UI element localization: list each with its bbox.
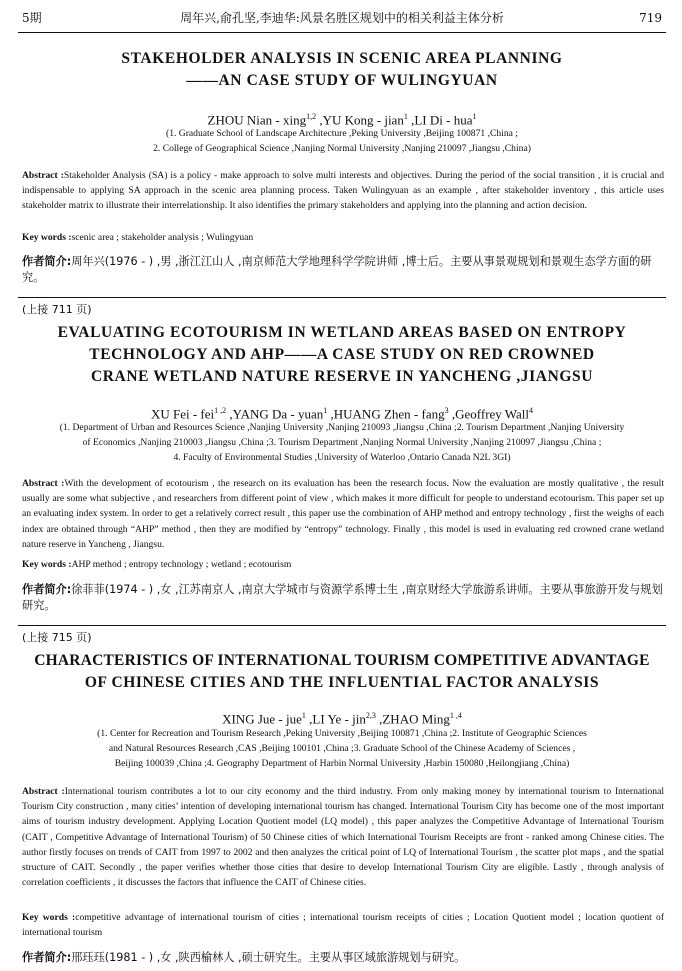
keywords-label: Key words :: [22, 559, 72, 570]
article3-affiliations: [18, 726, 666, 771]
article2-author-bio: [22, 582, 664, 614]
article2-authors: XU Fei - fei$^{1 ,2}$ ,YANG Da - yuan$^1$ ,HUANG Zhen - fang$^3$ ,Geoffrey Wall$^4$: [150, 406, 534, 422]
author-name: ZHAO Ming: [382, 711, 450, 727]
article1-keywords: [22, 230, 664, 245]
affiliation-line: of Economics ,Nanjing 210003 ,Jiangsu ,China ;3. Tourism Department ,Nanjing Normal University ,Nanjing 210097 ,Jiangsu ,China ;: [82, 437, 602, 448]
bio-label: 作者简介:: [22, 583, 72, 596]
keywords-text: competitive advantage of international tourism of cities ; international tourism receipts of cities ; Location Quotient model ; location quotient of international tourism: [22, 912, 665, 939]
author-sup: 4: [529, 406, 534, 415]
article3-title-line1: CHARACTERISTICS OF INTERNATIONAL TOURISM COMPETITIVE ADVANTAGE: [34, 652, 650, 669]
affiliation-line: 2. College of Geographical Science ,Nanjing Normal University ,Nanjing 210097 ,Jiangsu ,China): [153, 143, 531, 154]
author-sup: 1: [301, 711, 306, 720]
article2-title-line3: CRANE WETLAND NATURE RESERVE IN YANCHENG ,JIANGSU: [90, 368, 594, 385]
author-name: XU Fei - fei: [150, 406, 215, 422]
article1-affiliations: [18, 126, 666, 156]
article3-title: [8, 650, 676, 694]
author-sup: 3: [444, 406, 449, 415]
author-sup: 1 ,2: [214, 406, 227, 415]
author-name: LI Ye - jin: [312, 711, 366, 727]
bio-label: 作者简介:: [22, 255, 72, 268]
article3-authors: XING Jue - jue$^1$ ,LI Ye - jin$^{2,3}$ ,ZHAO Ming$^{1 ,4}$: [222, 711, 462, 727]
abstract-text: International tourism contributes a lot to our city economy and the third industry. From only making money by international tourism to International Tourism City construction , many cities’ intention of developing international tourism has changed. International Tourism City has become one of the most important aims of tourism industry development. Applying Location Quotient model (LQ model) , this paper analyzes the Competitive Advantage of International Tourism (CAIT , Competitive Advantage of International Tourism) of 50 Chinese cities of which International Tourism Receipts are front - ranked among Chinese cities. The author firstly focuses on trends of CAIT from 1997 to 2002 and then analyzes the critical point of LQ of International Tourism , the scatter plot maps , and the spatial structure of CAIT. Secondly , the paper verifies whether those cities that desire to develop International Tourism City are eligible. Lastly , through analysis of correlation coefficients , it discusses the factors that influence the CAIT of Chinese cities.: [22, 786, 664, 889]
article1-title-line1: STAKEHOLDER ANALYSIS IN SCENIC AREA PLANNING: [121, 50, 563, 67]
bio-text: 邢珏珏(1981 - ) ,女 ,陕西榆林人 ,硕士研究生。主要从事区域旅游规划与研究。: [71, 951, 466, 964]
author-sup: 1,2: [306, 112, 317, 121]
article2-title-line1: EVALUATING ECOTOURISM IN WETLAND AREAS BASED ON ENTROPY: [57, 324, 627, 341]
keywords-label: Key words :: [22, 232, 72, 243]
article2-keywords: [22, 557, 664, 572]
page-number: 719: [639, 11, 662, 25]
article1-title: [18, 48, 666, 92]
author-sup: 1 ,4: [449, 711, 462, 720]
author-sup: 1: [472, 112, 477, 121]
article2-title-line2: TECHNOLOGY AND AHP——A CASE STUDY ON RED CROWNED: [89, 346, 595, 363]
abstract-label: Abstract :: [22, 478, 65, 489]
article2-affiliations: [18, 420, 666, 465]
article2-continued-note: (上接 711 页): [22, 303, 92, 316]
article1-author-bio: [22, 254, 664, 286]
abstract-text: Stakeholder Analysis (SA) is a policy - make approach to solve multi interests and objectives. During the period of the social transition , it is crucial and indispensable to applying SA approach in the scenic area planning process. Taken Wulingyuan as an example , after stakeholder inventory , this article uses stakeholder matrix to illustrate their interrelationship. It also identifies the primary stakeholders and applying into the planning and action decision.: [22, 170, 664, 212]
author-name: LI Di - hua: [414, 112, 473, 128]
bio-text: 徐菲菲(1974 - ) ,女 ,江苏南京人 ,南京大学城市与资源学系博士生 ,南京财经大学旅游系讲师。主要从事旅游开发与规划研究。: [22, 583, 663, 612]
bio-label: 作者简介:: [22, 951, 72, 964]
article3-continued-note: (上接 715 页): [22, 631, 92, 644]
article3-keywords: [22, 910, 664, 940]
running-header: [22, 8, 662, 28]
bio-text: 周年兴(1976 - ) ,男 ,浙江江山人 ,南京师范大学地理科学学院讲师 ,博士后。主要从事景观规划和景观生态学方面的研究。: [22, 255, 652, 284]
affiliation-line: Beijing 100039 ,China ;4. Geography Department of Harbin Normal University ,Harbin 150080 ,Heilongjiang ,China): [114, 758, 570, 769]
article1-authors: ZHOU Nian - xing$^{1,2}$ ,YU Kong - jian$^1$ ,LI Di - hua$^1$: [207, 112, 477, 128]
article3-abstract: [22, 784, 664, 890]
article1-title-line2: ——AN CASE STUDY OF WULINGYUAN: [186, 72, 498, 89]
author-sup: 1: [323, 406, 328, 415]
author-name: Geoffrey Wall: [455, 406, 530, 422]
header-rule: [18, 32, 666, 33]
keywords-text: AHP method ; entropy technology ; wetland ; ecotourism: [71, 559, 292, 570]
affiliation-line: (1. Center for Recreation and Tourism Research ,Peking University ,Beijing 100871 ,China ;2. Institute of Geographic Sciences: [97, 728, 587, 739]
section-divider: [18, 625, 666, 626]
article3-title-line2: OF CHINESE CITIES AND THE INFLUENTIAL FACTOR ANALYSIS: [84, 674, 600, 691]
author-sup: 1: [403, 112, 408, 121]
affiliation-line: and Natural Resources Research ,CAS ,Beijing 100101 ,China ;3. Graduate School of the Chinese Academy of Sciences ,: [108, 743, 576, 754]
article1-abstract: [22, 168, 664, 214]
author-name: HUANG Zhen - fang: [333, 406, 445, 422]
affiliation-line: 4. Faculty of Environmental Studies ,University of Waterloo ,Ontario Canada N2L 3GI): [173, 452, 511, 463]
author-sup: 2,3: [365, 711, 376, 720]
article2-title: [18, 322, 666, 388]
author-name: YANG Da - yuan: [232, 406, 324, 422]
affiliation-line: (1. Department of Urban and Resources Science ,Nanjing University ,Nanjing 210093 ,Jiangsu ,China ;2. Tourism Department ,Nanjing University: [59, 422, 625, 433]
affiliation-line: (1. Graduate School of Landscape Architecture ,Peking University ,Beijing 100871 ,China ;: [166, 128, 518, 139]
keywords-text: scenic area ; stakeholder analysis ; Wulingyuan: [71, 232, 254, 243]
keywords-label: Key words :: [22, 912, 76, 923]
author-name: XING Jue - jue: [222, 711, 302, 727]
issue-number: 5期: [22, 11, 42, 25]
author-name: YU Kong - jian: [322, 112, 404, 128]
abstract-label: Abstract :: [22, 170, 64, 181]
section-divider: [18, 297, 666, 298]
author-name: ZHOU Nian - xing: [207, 112, 307, 128]
running-title: 周年兴,俞孔坚,李迪华:风景名胜区规划中的相关利益主体分析: [180, 11, 504, 25]
article3-author-bio: [22, 950, 664, 966]
abstract-text: With the development of ecotourism , the research on its evaluation has been the research focus. Now the evaluation are mostly qualitative , the result usually are some what subjective , and researchers from different point of view , which makes it more difficult for people to understand ecotourism. This paper set up an evaluating index system. In order to get a relatively correct result , this paper use the combination of AHP method and entropy technology , first the weighs of each index are obtained through “AHP” method , then they are modified by “entropy” technology. Finally , this model is used in evaluating red crowned crane wetland nature reserve in Yancheng , Jiangsu.: [22, 478, 664, 550]
abstract-label: Abstract :: [22, 786, 65, 797]
article2-abstract: [22, 476, 664, 552]
